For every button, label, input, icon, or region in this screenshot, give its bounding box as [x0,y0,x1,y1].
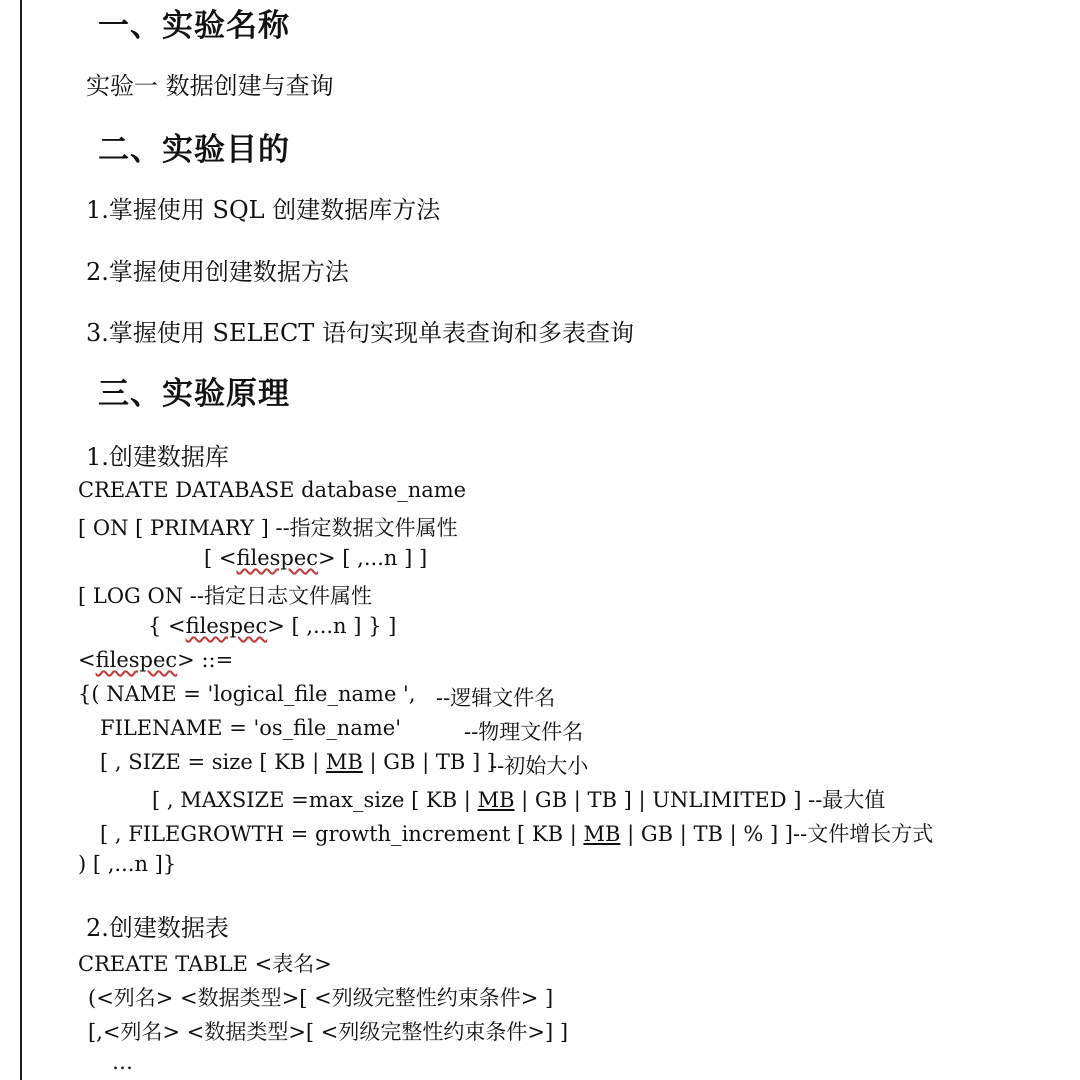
code-column-def-2: [,<列名> <数据类型>[ <列级完整性约束条件>] ] [88,1020,569,1044]
code-filespec-definition: <filespec> ::= [78,648,234,672]
code-filename-line: FILENAME = 'os_file_name' [100,716,401,740]
filespec-term: filespec [236,546,319,570]
code-on-primary: [ ON [ PRIMARY ] --指定数据文件属性 [78,516,458,540]
filespec-term: filespec [95,648,178,672]
code-name-comment: --逻辑文件名 [436,686,556,710]
code-column-def-1: (<列名> <数据类型>[ <列级完整性约束条件> ] [88,986,554,1010]
experiment-name-text: 实验一 数据创建与查询 [86,72,334,100]
code-log-filespec: { <filespec> [ ,...n ] } ] [148,614,397,638]
purpose-item-2: 2.掌握使用创建数据方法 [86,258,349,286]
section-heading-experiment-principle: 三、实验原理 [98,376,290,412]
code-close-line: ) [ ,...n ]} [78,852,177,876]
code-size-line: [ , SIZE = size [ KB | MB | GB | TB ] ] [100,750,496,774]
purpose-item-1: 1.掌握使用 SQL 创建数据库方法 [86,196,441,224]
subsection-create-table-title: 2.创建数据表 [86,914,229,942]
code-filename-comment: --物理文件名 [464,720,584,744]
code-create-table: CREATE TABLE <表名> [78,952,332,976]
code-ellipsis: … [112,1050,133,1074]
code-name-line: {( NAME = 'logical_file_name ', [78,682,416,706]
code-on-filespec: [ <filespec> [ ,...n ] ] [204,546,428,570]
filespec-term: filespec [185,614,268,638]
subsection-create-database-title: 1.创建数据库 [86,443,229,471]
page-left-border [20,0,22,1080]
section-heading-experiment-purpose: 二、实验目的 [98,132,290,168]
section-heading-experiment-name: 一、实验名称 [98,8,290,44]
code-log-on: [ LOG ON --指定日志文件属性 [78,584,372,608]
code-maxsize-line: [ , MAXSIZE =max_size [ KB | MB | GB | TB ] | UNLIMITED ] --最大值 [152,788,886,812]
code-size-comment: --初始大小 [490,754,589,778]
code-filegrowth-line: [ , FILEGROWTH = growth_increment [ KB | MB | GB | TB | % ] ]--文件增长方式 [100,822,934,846]
code-create-database: CREATE DATABASE database_name [78,478,467,502]
purpose-item-3: 3.掌握使用 SELECT 语句实现单表查询和多表查询 [86,319,634,347]
